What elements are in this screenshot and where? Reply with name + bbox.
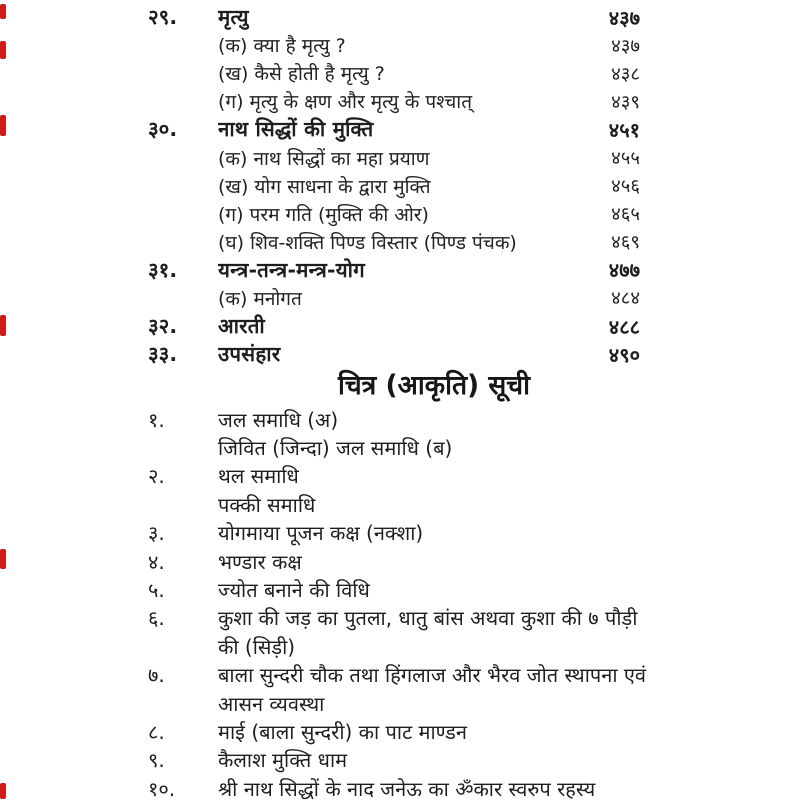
- toc-entry-title: यन्त्र-तन्त्र-मन्त्र-योग: [218, 257, 365, 282]
- toc-entry-page-number: ४५५: [611, 148, 640, 170]
- toc-entry-title: (ग) मृत्यु के क्षण और मृत्यु के पश्चात्: [218, 91, 473, 114]
- toc-row: [148, 31, 640, 59]
- figure-entry-title: योगमाया पूजन कक्ष (नक्शा): [218, 521, 424, 546]
- red-edge-mark: [0, 549, 6, 569]
- figure-row: [148, 661, 708, 689]
- toc-entry-title: (ख) योग साधना के द्वारा मुक्ति: [218, 175, 431, 198]
- toc-entry-page-number: ४५१: [608, 117, 640, 142]
- toc-entry-page-number: ४३७: [608, 5, 640, 30]
- toc-entry-page-number: ४९०: [608, 342, 640, 367]
- toc-entry-number: २९.: [148, 5, 178, 30]
- toc-row: [148, 340, 640, 368]
- figure-entry-title: माई (बाला सुन्दरी) का पाट माण्डन: [218, 719, 467, 744]
- figure-entry-number: १.: [148, 407, 165, 432]
- toc-row: [148, 228, 640, 256]
- figure-row: [148, 746, 708, 774]
- toc-entry-page-number: ४८८: [608, 314, 640, 339]
- figure-row: [148, 405, 708, 433]
- toc-entry-number: ३२.: [148, 314, 178, 339]
- figure-row: [148, 632, 708, 660]
- figure-entry-title: भण्डार कक्ष: [218, 549, 302, 574]
- red-edge-mark: [0, 115, 6, 136]
- red-edge-mark: [0, 783, 6, 799]
- figure-row: [148, 689, 708, 717]
- toc-entry-title: (घ) शिव-शक्ति पिण्ड विस्तार (पिण्ड पंचक): [218, 231, 517, 254]
- toc-entry-number: ३०.: [148, 117, 178, 142]
- figure-entry-number: १०.: [148, 776, 176, 801]
- figure-entry-title: बाला सुन्दरी चौक तथा हिंगलाज और भैरव जोत स्थापना एवं: [218, 663, 647, 688]
- toc-entry-number: ३३.: [148, 342, 178, 367]
- figure-row: [148, 547, 708, 575]
- toc-entry-page-number: ४७७: [608, 258, 640, 283]
- toc-row: [148, 284, 640, 312]
- toc-row: [148, 143, 640, 171]
- figure-row: [148, 575, 708, 603]
- toc-row: [148, 312, 640, 340]
- figure-entry-title: जिवित (जिन्दा) जल समाधि (ब): [218, 436, 453, 461]
- figure-entry-title: थल समाधि: [218, 464, 299, 489]
- figure-row: [148, 774, 708, 802]
- figure-row: [148, 519, 708, 547]
- toc-row: [148, 3, 640, 31]
- figure-row: [148, 717, 708, 745]
- toc-entry-title: आरती: [218, 314, 265, 339]
- toc-entry-title: (क) नाथ सिद्धों का महा प्रयाण: [218, 147, 430, 170]
- toc-entry-title: (ग) परम गति (मुक्ति की ओर): [218, 203, 429, 226]
- figure-entry-number: ८.: [148, 719, 165, 744]
- red-edge-mark: [0, 4, 6, 19]
- toc-row: [148, 256, 640, 284]
- toc-row: [148, 115, 640, 143]
- figure-entry-number: ९.: [148, 748, 165, 773]
- figure-row: [148, 433, 708, 461]
- figure-entry-title: कैलाश मुक्ति धाम: [218, 748, 348, 773]
- toc-entry-page-number: ४३९: [611, 91, 640, 113]
- toc-entry-title: (क) क्या है मृत्यु ?: [218, 35, 346, 58]
- toc-entry-number: ३१.: [148, 257, 178, 282]
- toc-entry-title: मृत्यु: [218, 5, 249, 30]
- figure-list: [148, 405, 708, 802]
- figure-entry-number: ७.: [148, 663, 165, 688]
- toc-row: [148, 59, 640, 87]
- figure-list-heading: चित्र (आकृति) सूची: [337, 370, 530, 401]
- figure-entry-number: ४.: [148, 549, 165, 574]
- figure-entry-number: ६.: [148, 606, 165, 631]
- figure-row: [148, 604, 708, 632]
- toc-row: [148, 172, 640, 200]
- figure-entry-title: की (सिड़ी): [218, 634, 296, 659]
- figure-entry-title: पक्की समाधि: [218, 492, 316, 517]
- red-edge-mark: [0, 315, 6, 336]
- figure-row: [148, 462, 708, 490]
- toc-entry-title: (ख) कैसे होती है मृत्यु ?: [218, 63, 385, 86]
- red-edge-mark: [0, 41, 6, 59]
- toc-entry-page-number: ४८४: [611, 288, 640, 310]
- figure-row: [148, 490, 708, 518]
- figure-entry-number: २.: [148, 464, 165, 489]
- table-of-contents: [148, 3, 640, 368]
- toc-entry-page-number: ४५६: [611, 176, 640, 198]
- figure-entry-title: श्री नाथ सिद्धों के नाद जनेऊ का ॐकार स्वरुप रहस्य: [218, 776, 596, 801]
- toc-entry-page-number: ४३७: [611, 35, 640, 57]
- toc-entry-page-number: ४३८: [611, 63, 640, 85]
- figure-entry-title: आसन व्यवस्था: [218, 691, 325, 716]
- toc-entry-page-number: ४६५: [611, 204, 640, 226]
- figure-entry-title: ज्योत बनाने की विधि: [218, 578, 370, 603]
- toc-row: [148, 87, 640, 115]
- toc-entry-title: उपसंहार: [218, 342, 281, 367]
- toc-entry-title: नाथ सिद्धों की मुक्ति: [218, 117, 374, 142]
- figure-entry-number: ३.: [148, 521, 165, 546]
- toc-row: [148, 200, 640, 228]
- figure-entry-number: ५.: [148, 578, 165, 603]
- figure-entry-title: जल समाधि (अ): [218, 407, 339, 432]
- toc-entry-title: (क) मनोगत: [218, 287, 302, 310]
- toc-entry-page-number: ४६९: [611, 232, 640, 254]
- figure-entry-title: कुशा की जड़ का पुतला, धातु बांस अथवा कुशा की ७ पौड़ी: [218, 606, 638, 631]
